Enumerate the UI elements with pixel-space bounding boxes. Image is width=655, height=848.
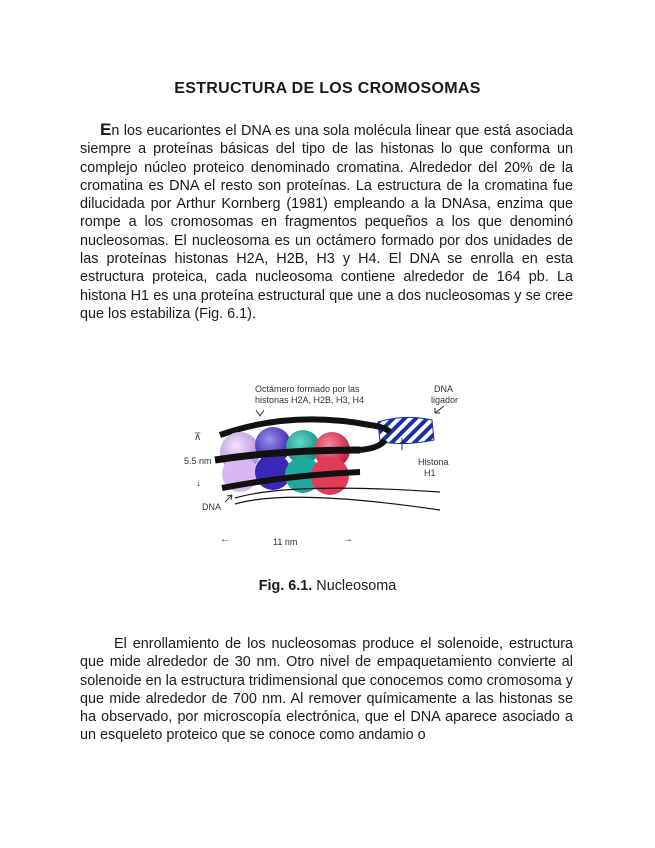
- label-octamer-line1: Octámero formado por las: [255, 384, 360, 394]
- label-dna-ligador-line1: DNA: [434, 384, 454, 394]
- label-histona-line1: Histona: [418, 457, 449, 467]
- paragraph-2: El enrollamiento de los nucleosomas produce el solenoide, estructura que mide alrededor de 30 nm. Otro nivel de empaquetamiento convierte al solenoide en la estructura tridimensional que conocemos como cromosoma y que mide alrededor de 700 nm. Al remover químicamente a las histonas se ha observado, por microscopía electrónica, que el DNA aparece asociado a un esqueleto proteico que se conoce como andamio o: [80, 636, 573, 744]
- caption-label: Fig. 6.1.: [258, 578, 313, 594]
- width-right-arrow: →: [343, 534, 353, 545]
- figure-caption: [0, 578, 655, 594]
- drop-cap: E: [100, 120, 112, 139]
- label-dna: DNA: [202, 502, 222, 512]
- label-histona-line2: H1: [424, 468, 436, 478]
- octamer-pointer: [256, 410, 264, 416]
- nucleosome-diagram: [180, 380, 480, 555]
- label-octamer-line2: histonas H2A, H2B, H3, H4: [255, 395, 365, 405]
- paragraph-1-text: n los eucariontes el DNA es una sola molécula linear que está asociada siempre a proteínas básicas del tipo de las histonas lo que conforma un complejo núcleo proteico denominado cromatina. Alrededor del 20% de la cromatina es DNA el resto son proteínas. La estructura de la cromatina fue dilucidada por Arthur Kornberg (1981) empleando a la DNAsa, enzima que rompe a los cromosomas en fragmentos pequeños a los que denominó nucleosomas. El nucleosoma es un octámero formado por dos unidades de las proteínas histonas H2A, H2B, H3 y H4. El DNA se enrolla en esta estructura proteica, cada nucleosoma contiene alrededor de 164 pb. La histona H1 es una proteína estructural que une a dos nucleosomas y se cree que los estabiliza (Fig. 6.1).: [80, 123, 573, 322]
- nucleosome-figure: [180, 380, 480, 555]
- page-title: ESTRUCTURA DE LOS CROMOSOMAS: [174, 80, 481, 97]
- label-height: 5.5 nm: [184, 456, 212, 466]
- label-width: 11 nm: [273, 537, 298, 547]
- dna-coil-connector: [360, 440, 385, 450]
- height-top-arrow: ⊼: [194, 432, 202, 443]
- height-bottom-arrow: ↓: [196, 478, 201, 489]
- caption-text: Nucleosoma: [316, 578, 397, 594]
- label-dna-ligador-line2: ligador: [431, 395, 459, 405]
- paragraph-1: [80, 121, 573, 323]
- width-left-arrow: ←: [220, 534, 230, 545]
- dna-pointer: [225, 495, 232, 502]
- dna-strand-outer-2: [235, 497, 440, 510]
- ligador-pointer: [435, 406, 444, 413]
